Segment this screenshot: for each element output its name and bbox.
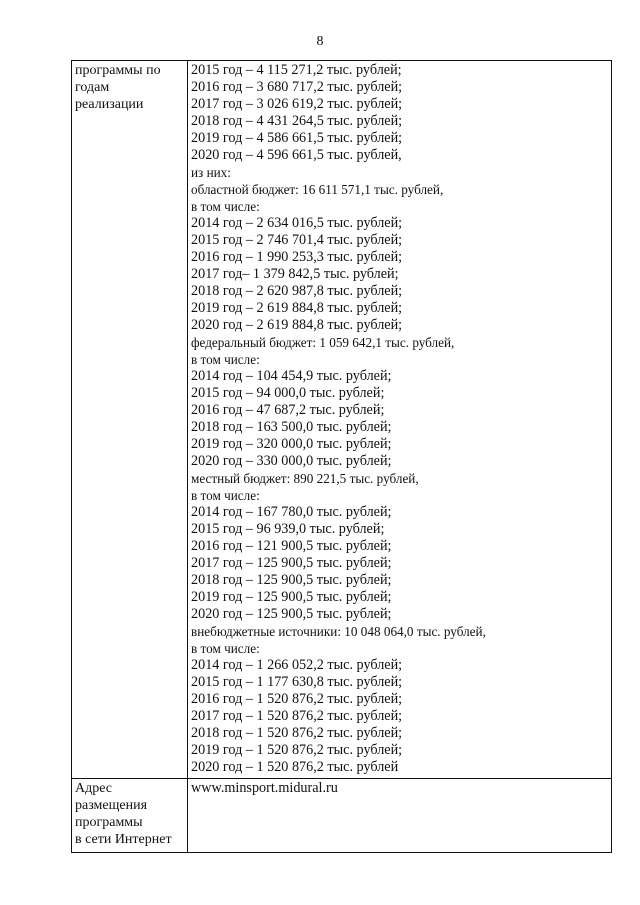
- label-line: программы: [75, 815, 143, 830]
- funding-line: 2020 год – 125 900,5 тыс. рублей;: [191, 606, 392, 622]
- funding-line: в том числе:: [191, 352, 260, 367]
- program-url: www.minsport.midural.ru: [188, 779, 612, 853]
- table-row: [72, 779, 612, 853]
- funding-line: 2015 год – 4 115 271,2 тыс. рублей;: [191, 62, 402, 78]
- funding-line: 2018 год – 2 620 987,8 тыс. рублей;: [191, 283, 403, 299]
- funding-line: 2018 год – 1 520 876,2 тыс. рублей;: [191, 725, 403, 741]
- label-line: реализации: [75, 97, 144, 112]
- funding-line: 2020 год – 330 000,0 тыс. рублей;: [191, 453, 392, 469]
- program-passport-table: [71, 60, 612, 853]
- funding-line: 2020 год – 2 619 884,8 тыс. рублей;: [191, 317, 403, 333]
- funding-values-cell: [188, 61, 612, 779]
- funding-line: 2018 год – 163 500,0 тыс. рублей;: [191, 419, 392, 435]
- funding-line: 2015 год – 94 000,0 тыс. рублей;: [191, 385, 385, 401]
- funding-line: 2018 год – 4 431 264,5 тыс. рублей;: [191, 113, 403, 129]
- funding-line: 2018 год – 125 900,5 тыс. рублей;: [191, 572, 392, 588]
- funding-line: внебюджетные источники: 10 048 064,0 тыс. рублей,: [191, 624, 486, 639]
- funding-line: 2014 год – 1 266 052,2 тыс. рублей;: [191, 657, 403, 673]
- funding-line: 2020 год – 4 596 661,5 тыс. рублей,: [191, 147, 402, 163]
- funding-line: 2017 год– 1 379 842,5 тыс. рублей;: [191, 266, 399, 282]
- funding-line: в том числе:: [191, 199, 260, 214]
- label-line: программы по: [75, 63, 161, 78]
- funding-line: в том числе:: [191, 641, 260, 656]
- funding-line: 2015 год – 2 746 701,4 тыс. рублей;: [191, 232, 403, 248]
- funding-line: 2016 год – 121 900,5 тыс. рублей;: [191, 538, 392, 554]
- table-row: [72, 61, 612, 779]
- funding-line: 2019 год – 4 586 661,5 тыс. рублей;: [191, 130, 403, 146]
- funding-line: в том числе:: [191, 488, 260, 503]
- label-line: в сети Интернет: [75, 832, 172, 847]
- funding-line: федеральный бюджет: 1 059 642,1 тыс. рублей,: [191, 335, 455, 350]
- funding-line: 2020 год – 1 520 876,2 тыс. рублей: [191, 759, 399, 775]
- funding-line: 2019 год – 320 000,0 тыс. рублей;: [191, 436, 392, 452]
- label-line: годам: [75, 80, 110, 95]
- label-cell-internet-address: [72, 779, 188, 853]
- funding-line: 2015 год – 96 939,0 тыс. рублей;: [191, 521, 385, 537]
- funding-line: 2017 год – 1 520 876,2 тыс. рублей;: [191, 708, 403, 724]
- label-line: размещения: [75, 798, 148, 813]
- funding-line: 2016 год – 1 990 253,3 тыс. рублей;: [191, 249, 403, 265]
- funding-line: 2014 год – 104 454,9 тыс. рублей;: [191, 368, 392, 384]
- funding-line: 2014 год – 2 634 016,5 тыс. рублей;: [191, 215, 403, 231]
- funding-line: 2017 год – 3 026 619,2 тыс. рублей;: [191, 96, 403, 112]
- label-cell-funding-by-years: [72, 61, 188, 779]
- funding-line: 2015 год – 1 177 630,8 тыс. рублей;: [191, 674, 403, 690]
- funding-line: 2019 год – 1 520 876,2 тыс. рублей;: [191, 742, 403, 758]
- funding-line: из них:: [191, 165, 231, 180]
- funding-line: 2014 год – 167 780,0 тыс. рублей;: [191, 504, 392, 520]
- funding-line: 2019 год – 125 900,5 тыс. рублей;: [191, 589, 392, 605]
- label-line: Адрес: [75, 781, 113, 796]
- page-number: 8: [316, 34, 324, 49]
- funding-line: 2019 год – 2 619 884,8 тыс. рублей;: [191, 300, 403, 316]
- funding-line: 2016 год – 1 520 876,2 тыс. рублей;: [191, 691, 403, 707]
- funding-line: 2017 год – 125 900,5 тыс. рублей;: [191, 555, 392, 571]
- funding-line: областной бюджет: 16 611 571,1 тыс. рублей,: [191, 182, 444, 197]
- funding-line: местный бюджет: 890 221,5 тыс. рублей,: [191, 471, 419, 486]
- funding-line: 2016 год – 3 680 717,2 тыс. рублей;: [191, 79, 403, 95]
- funding-line: 2016 год – 47 687,2 тыс. рублей;: [191, 402, 385, 418]
